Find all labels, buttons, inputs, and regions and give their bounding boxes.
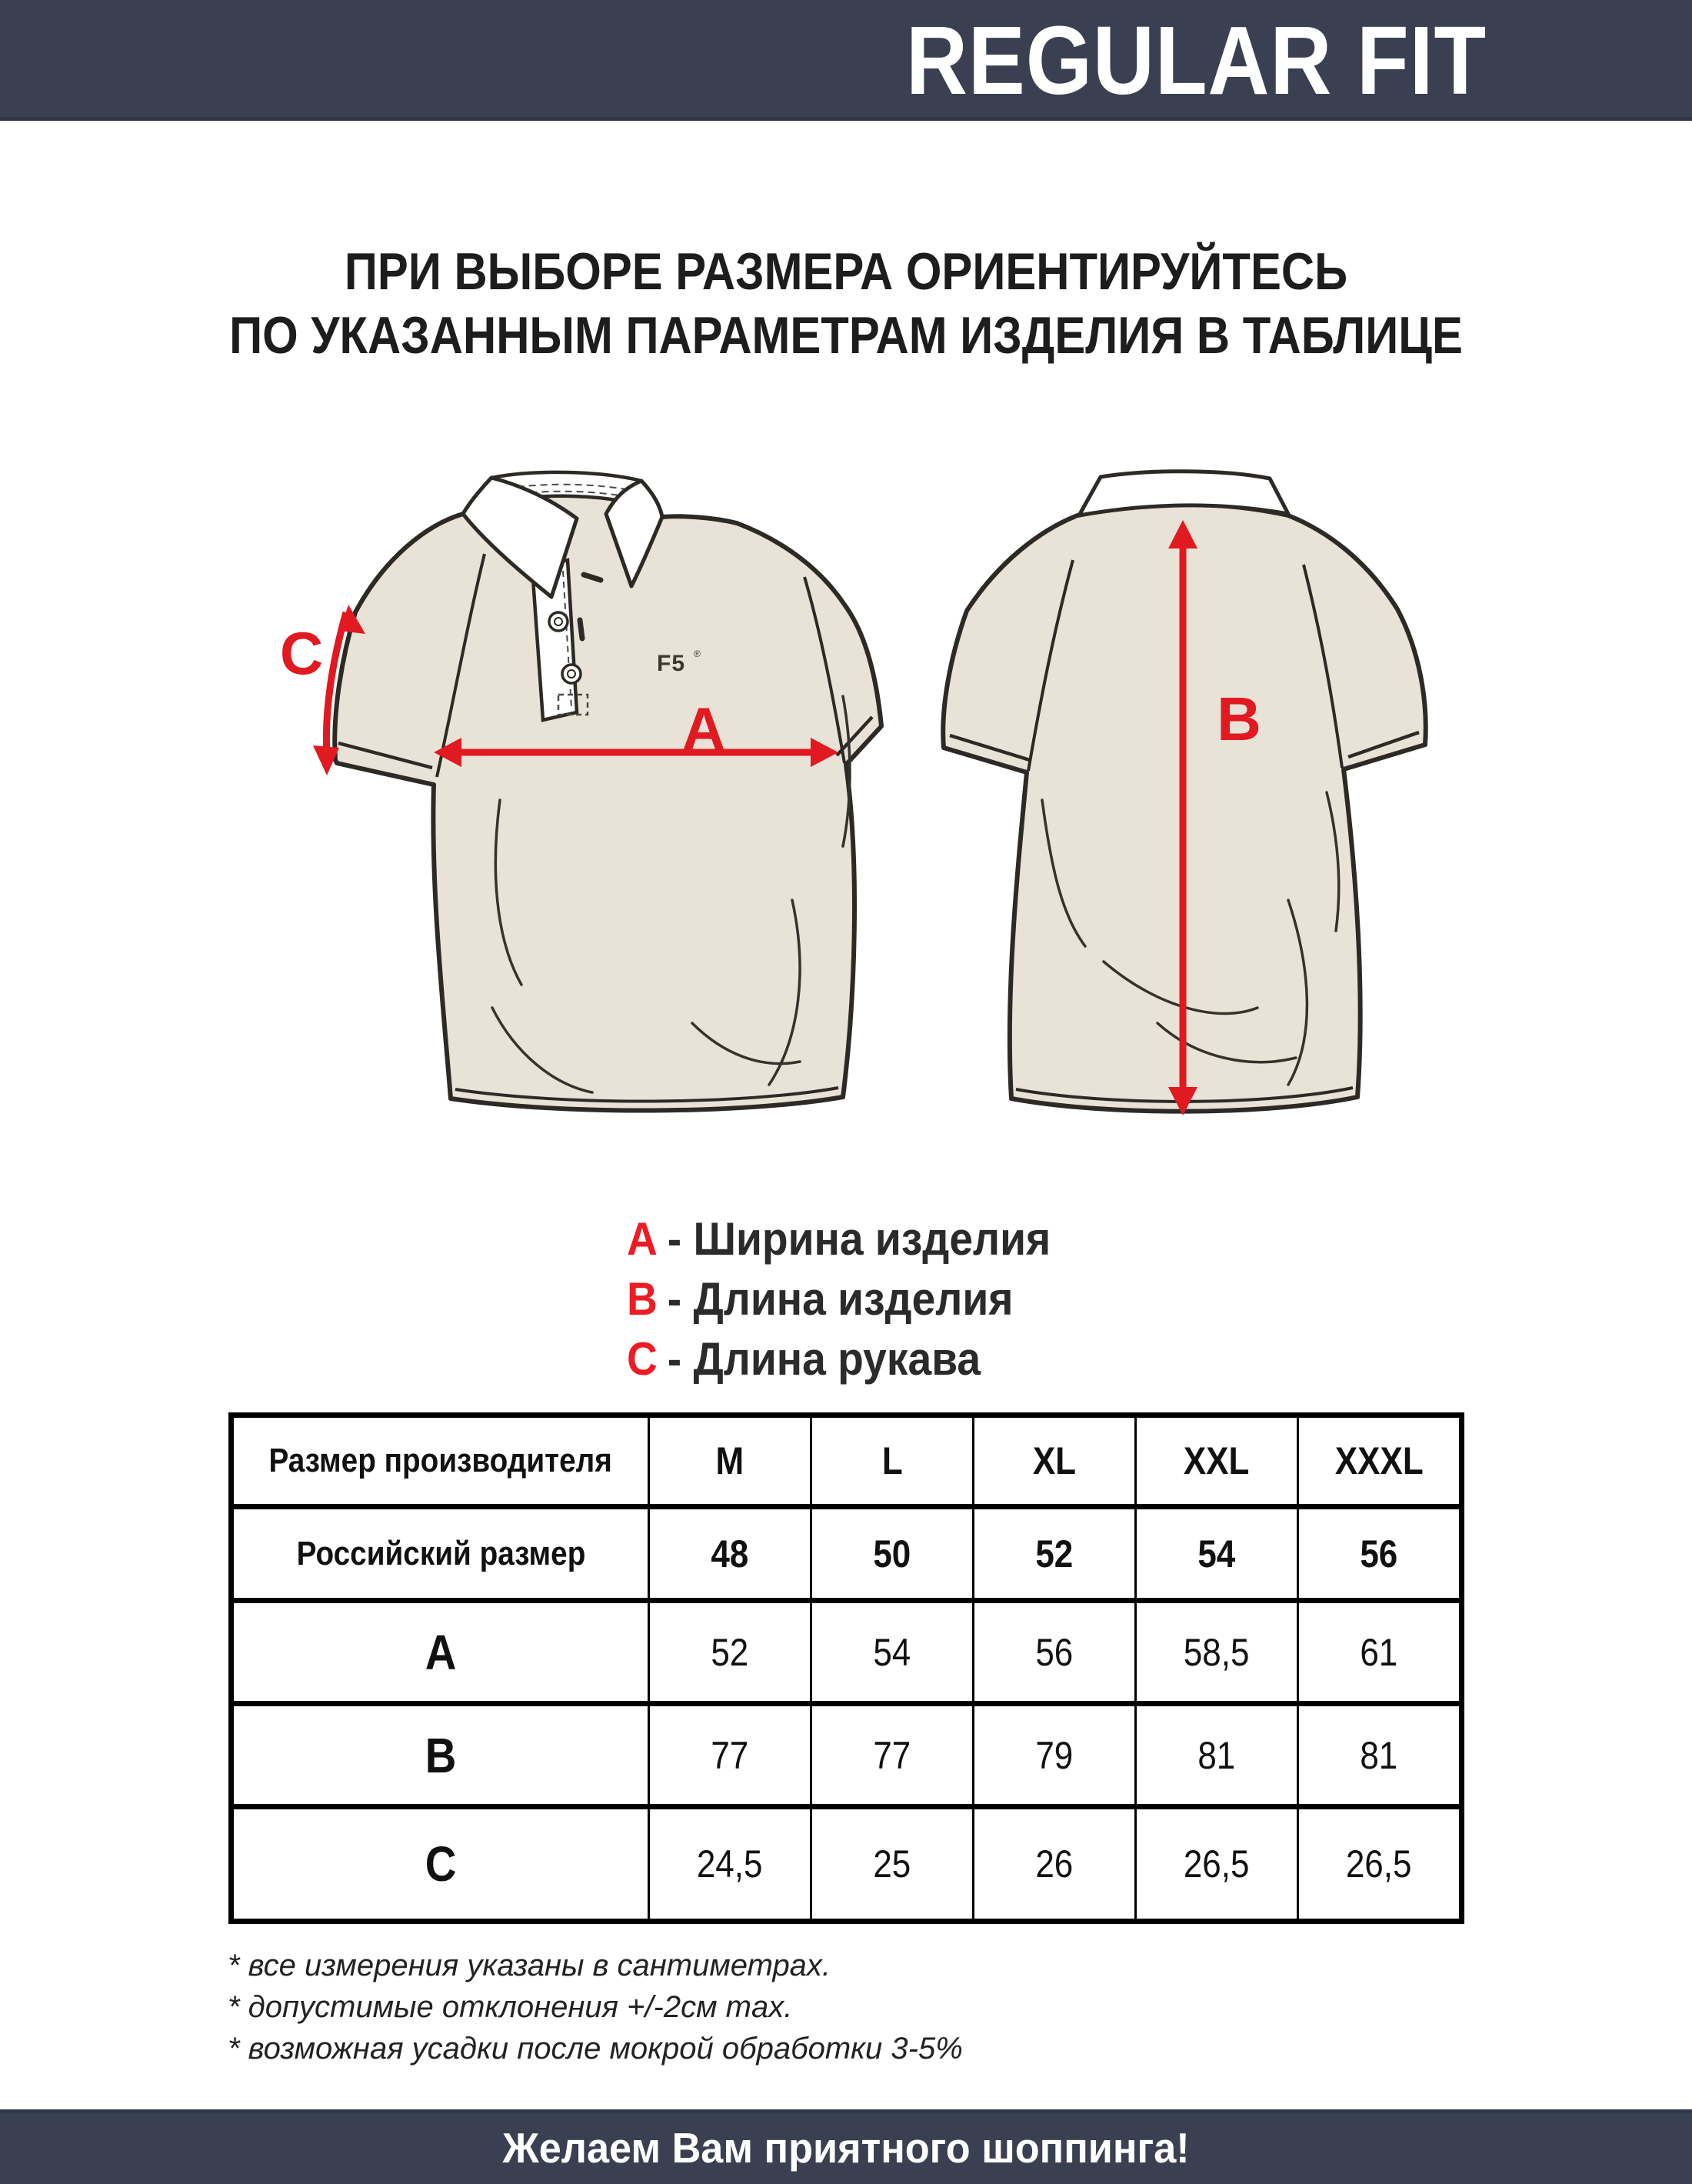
table-row-manufacturer-size: [231, 1415, 1462, 1507]
legend-item-a: [627, 1209, 1051, 1269]
size-xxxl: XXXL: [1298, 1415, 1462, 1507]
size-l: L: [811, 1415, 974, 1507]
measurement-legend: [627, 1209, 1087, 1389]
heading-line-2: ПО УКАЗАННЫМ ПАРАМЕТРАМ ИЗДЕЛИЯ В ТАБЛИЦЕ: [229, 306, 1463, 365]
table-row-b: B 77 77 79 81 81: [231, 1704, 1462, 1807]
bottom-banner-message: Желаем Вам приятного шоппинга!: [502, 2124, 1190, 2172]
table-row-c: C 24,5 25 26 26,5 26,5: [231, 1807, 1462, 1922]
polo-back-diagram: [927, 469, 1434, 1119]
size-table: [228, 1412, 1464, 1924]
legend-text-b: - Длина изделия: [667, 1273, 1014, 1325]
legend-item-c: [627, 1329, 1051, 1389]
top-banner: [0, 0, 1692, 121]
size-advice-heading: [102, 240, 1590, 368]
legend-letter-a: A: [627, 1213, 658, 1265]
footnote-1: * все измерения указаны в сантиметрах.: [228, 1949, 831, 1982]
footnote-3: * возможная усадки после мокрой обработки 3-5%: [228, 2032, 963, 2066]
table-row-russian-size: Российский размер 48 50 52 54 56: [231, 1507, 1462, 1601]
footnote-2: * допустимые отклонения +/-2см max.: [228, 1990, 793, 2024]
legend-text-a: - Ширина изделия: [667, 1213, 1051, 1265]
legend-letter-c: C: [627, 1333, 658, 1385]
size-m: M: [649, 1415, 811, 1507]
width-arrow-label: A: [681, 695, 726, 762]
sleeve-arrow-label: C: [279, 619, 324, 687]
length-arrow-label: B: [1217, 685, 1261, 753]
legend-text-c: - Длина рукава: [667, 1333, 981, 1385]
heading-line-1: ПРИ ВЫБОРЕ РАЗМЕРА ОРИЕНТИРУЙТЕСЬ: [344, 242, 1348, 301]
table-header-label: Размер производителя: [231, 1415, 649, 1507]
legend-item-b: [627, 1269, 1051, 1329]
size-xl: XL: [974, 1415, 1136, 1507]
legend-letter-b: B: [627, 1273, 658, 1325]
fit-type-title: REGULAR FIT: [906, 6, 1487, 115]
table-row-a: A 52 54 56 58,5 61: [231, 1601, 1462, 1704]
bottom-banner: [0, 2109, 1692, 2184]
brand-logo: F5: [657, 651, 686, 676]
front-body-outline: [335, 494, 881, 1110]
brand-logo-mark: ®: [694, 649, 701, 659]
size-xxl: XXL: [1136, 1415, 1298, 1507]
polo-front-diagram: [261, 469, 892, 1119]
footnotes: [228, 1945, 963, 2069]
